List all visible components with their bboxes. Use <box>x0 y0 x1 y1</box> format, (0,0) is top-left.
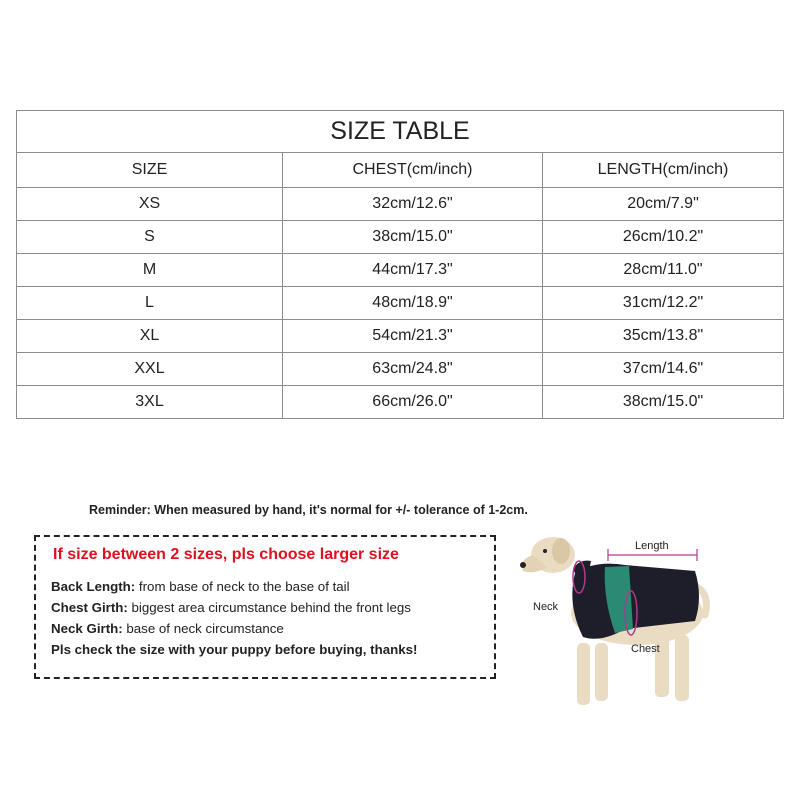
chest-label: Chest <box>631 643 660 655</box>
table-row <box>17 320 784 353</box>
size-cell: XXL <box>17 353 283 386</box>
measurement-reminder: Reminder: When measured by hand, it's normal for +/- tolerance of 1-2cm. <box>89 503 528 517</box>
length-cell: 28cm/11.0" <box>543 254 784 287</box>
size-cell: L <box>17 287 283 320</box>
table-title-row <box>17 111 784 153</box>
back-length-text: from base of neck to the base of tail <box>135 579 350 594</box>
neck-girth-note <box>51 621 284 636</box>
chest-cell: 48cm/18.9" <box>283 287 543 320</box>
check-size-note: Pls check the size with your puppy before buying, thanks! <box>51 642 418 657</box>
table-row <box>17 353 784 386</box>
header-size: SIZE <box>17 153 283 188</box>
header-length: LENGTH(cm/inch) <box>543 153 784 188</box>
chest-girth-note <box>51 600 411 615</box>
table-header-row <box>17 153 784 188</box>
size-cell: XS <box>17 188 283 221</box>
chest-cell: 32cm/12.6" <box>283 188 543 221</box>
length-cell: 37cm/14.6" <box>543 353 784 386</box>
size-table <box>16 110 784 419</box>
size-cell: 3XL <box>17 386 283 419</box>
chest-cell: 63cm/24.8" <box>283 353 543 386</box>
table-row <box>17 188 784 221</box>
length-measure <box>608 540 697 561</box>
table-row <box>17 254 784 287</box>
header-chest: CHEST(cm/inch) <box>283 153 543 188</box>
chest-girth-label: Chest Girth: <box>51 600 128 615</box>
dog-measurement-figure <box>505 525 785 725</box>
neck-girth-label: Neck Girth: <box>51 621 123 636</box>
dog-head <box>520 537 575 573</box>
size-warning: If size between 2 sizes, pls choose larger size <box>53 546 399 563</box>
size-cell: XL <box>17 320 283 353</box>
chest-cell: 38cm/15.0" <box>283 221 543 254</box>
sizing-notes-box <box>34 535 496 679</box>
chest-cell: 66cm/26.0" <box>283 386 543 419</box>
length-cell: 31cm/12.2" <box>543 287 784 320</box>
length-cell: 38cm/15.0" <box>543 386 784 419</box>
length-cell: 26cm/10.2" <box>543 221 784 254</box>
back-length-note <box>51 579 350 594</box>
chest-girth-text: biggest area circumstance behind the front legs <box>127 600 411 615</box>
neck-girth-text: base of neck circumstance <box>122 621 284 636</box>
length-cell: 35cm/13.8" <box>543 320 784 353</box>
size-cell: M <box>17 254 283 287</box>
table-row <box>17 221 784 254</box>
table-row <box>17 287 784 320</box>
chest-cell: 54cm/21.3" <box>283 320 543 353</box>
length-label: Length <box>635 540 669 552</box>
neck-label: Neck <box>533 601 559 613</box>
back-length-label: Back Length: <box>51 579 136 594</box>
table-row <box>17 386 784 419</box>
table-title: SIZE TABLE <box>17 111 784 153</box>
chest-cell: 44cm/17.3" <box>283 254 543 287</box>
size-cell: S <box>17 221 283 254</box>
length-cell: 20cm/7.9" <box>543 188 784 221</box>
